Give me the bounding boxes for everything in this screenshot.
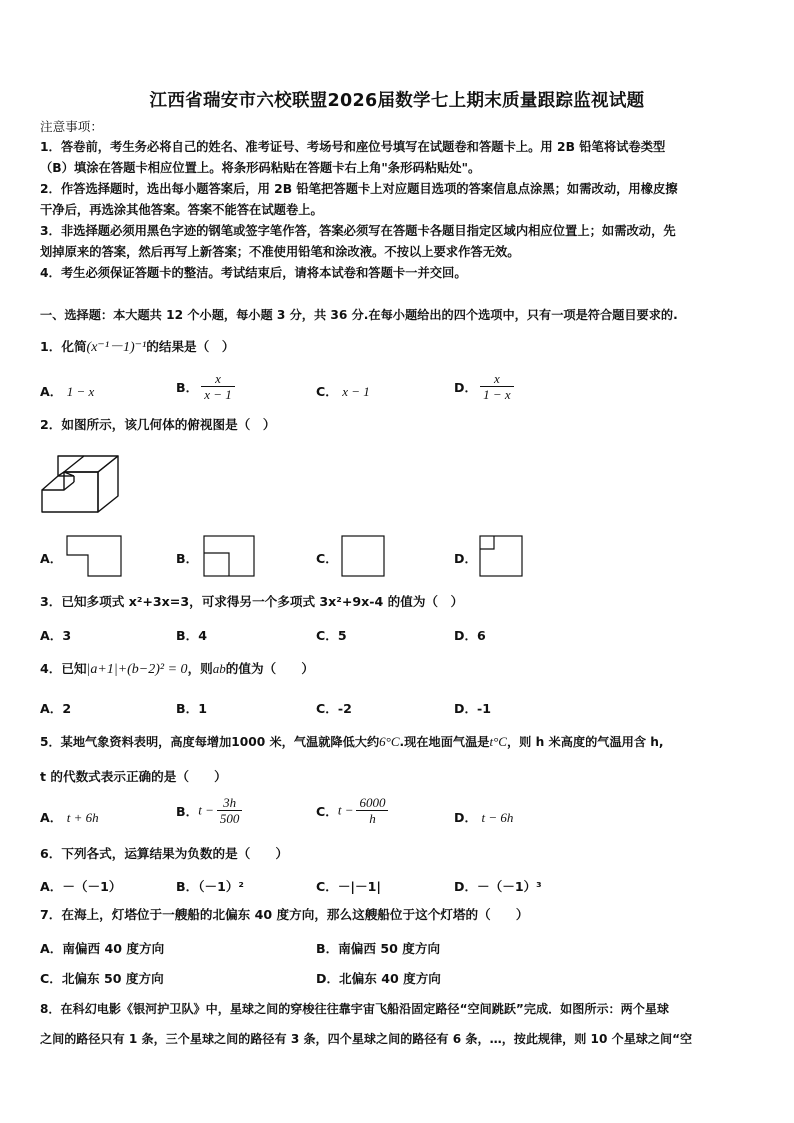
notice-line: 3．非选择题必须用黑色字迹的钢笔或签字笔作答，答案必须写在答题卡各题目指定区域内相应位置上；如需改动，先 — [40, 224, 676, 238]
q6-stem: 6．下列各式，运算结果为负数的是（ ） — [40, 846, 289, 861]
q1-b-numerator: x — [201, 371, 235, 387]
q5-option-c[interactable]: C．t − $\frac{6000}{h}$ — [316, 795, 391, 826]
q1-d-denominator: 1 − x — [483, 387, 511, 402]
q5-option-b[interactable]: B．t − $\frac{3h}{500}$ — [176, 795, 245, 826]
q5-c-numerator: 6000 — [356, 795, 388, 811]
q1-suffix: 的结果是（ ） — [146, 339, 235, 354]
q5-option-a[interactable]: A． t + 6h — [40, 810, 99, 825]
q4-option-c[interactable]: C．-2 — [316, 701, 352, 716]
q6-option-a[interactable]: A．－（－1） — [40, 879, 122, 894]
q8-stem-line1: 8．在科幻电影《银河护卫队》中，星球之间的穿梭往往靠宇宙飞船沿固定路径“空间跳跃”完成．如图所示：两个星球 — [40, 1002, 670, 1016]
notice-line: （B）填涂在答题卡相应位置上。将条形码粘贴在答题卡右上角"条形码粘贴处"。 — [40, 161, 481, 175]
q1-option-d[interactable]: D． $\frac{x}{1 - x}$ — [454, 371, 517, 402]
notice-line: 4．考生必须保证答题卡的整洁。考试结束后，请将本试卷和答题卡一并交回。 — [40, 266, 467, 280]
q2-stem: 2．如图所示，该几何体的俯视图是（ ） — [40, 417, 276, 432]
front-face — [42, 472, 98, 512]
q5-stem-line2: t 的代数式表示正确的是（ ） — [40, 769, 227, 784]
q4-mid: ，则 — [187, 661, 213, 676]
q4-suffix: 的值为（ ） — [225, 661, 314, 676]
q4-stem — [40, 660, 314, 679]
q7-option-c[interactable]: C．北偏东 50 度方向 — [40, 971, 164, 986]
q5-c-denominator: h — [369, 811, 376, 826]
q5-temp-drop: 6°C — [379, 734, 400, 749]
solid-figure-drawing — [40, 448, 122, 514]
q6-option-b[interactable]: B．（－1）² — [176, 879, 244, 894]
notice-line: 1．答卷前，考生务必将自己的姓名、准考证号、考场号和座位号填写在试题卷和答题卡上。用 2B 铅笔将试卷类型 — [40, 140, 666, 154]
q5-option-d[interactable]: D． t − 6h — [454, 810, 514, 825]
q3-option-c[interactable]: C．5 — [316, 628, 347, 643]
q2-option-a-shape[interactable] — [66, 535, 122, 577]
q6-option-d[interactable]: D．－（－1）³ — [454, 879, 542, 894]
q3-option-a[interactable]: A．3 — [40, 628, 72, 643]
q5-c-prefix: t − — [337, 802, 354, 818]
q2-option-a-label[interactable]: A． — [40, 551, 63, 566]
q1-b-denominator: x − 1 — [204, 387, 232, 402]
q7-stem: 7．在海上，灯塔位于一艘船的北偏东 40 度方向，那么这艘船位于这个灯塔的（ ） — [40, 907, 529, 922]
q6-option-c[interactable]: C．－|－1| — [316, 879, 381, 894]
notice-line: 干净后，再选涂其他答案。答案不能答在试题卷上。 — [40, 203, 323, 217]
notice-heading: 注意事项： — [40, 119, 103, 134]
q1-d-numerator: x — [480, 371, 514, 387]
q1-option-a[interactable]: A． 1 − x — [40, 384, 95, 399]
q5-option-d-value: t − 6h — [481, 810, 514, 825]
q4-option-d[interactable]: D．-1 — [454, 701, 492, 716]
notice-line: 2．作答选择题时，选出每小题答案后，用 2B 铅笔把答题卡上对应题目选项的答案信息点涂黑；如需改动，用橡皮擦 — [40, 182, 678, 196]
page-title: 江西省瑞安市六校联盟2026届数学七上期末质量跟踪监视试题 — [149, 91, 645, 111]
q5-b-denominator: 500 — [219, 811, 240, 826]
q4-option-b[interactable]: B．1 — [176, 701, 207, 716]
q5-b-numerator: 3h — [217, 795, 243, 811]
q5-option-a-value: t + 6h — [66, 810, 99, 825]
q2-option-d-label[interactable]: D． — [454, 551, 478, 566]
q7-option-a[interactable]: A．南偏西 40 度方向 — [40, 941, 165, 956]
notice-line: 划掉原来的答案，然后再写上新答案；不准使用铅笔和涂改液。不按以上要求作答无效。 — [40, 245, 520, 259]
q2-option-b-label[interactable]: B． — [176, 551, 199, 566]
q8-stem-line2: 之间的路径只有 1 条，三个星球之间的路径有 3 条，四个星球之间的路径有 6 条，…，按此规律，则 10 个星球之间“空 — [40, 1032, 693, 1046]
q7-option-d[interactable]: D．北偏东 40 度方向 — [316, 971, 441, 986]
q5-ground-temp: t°C — [489, 734, 507, 749]
q5-stem-line1: 5．某地气象资料表明，高度每增加1000 米，气温就降低大约6°C.现在地面气温是t°C，则 h 米高度的气温用含 h, — [40, 734, 664, 749]
q4-option-a[interactable]: A．2 — [40, 701, 72, 716]
q2-option-b-shape[interactable] — [203, 535, 255, 577]
q1-stem — [40, 338, 234, 357]
q2-option-c-shape[interactable] — [341, 535, 385, 577]
q1-expression: (x⁻¹－1)⁻¹ — [86, 340, 147, 355]
q2-option-c-label[interactable]: C． — [316, 551, 338, 566]
q4-ab: ab — [212, 661, 226, 676]
q3-stem: 3．已知多项式 x²+3x=3，可求得另一个多项式 3x²+9x-4 的值为（ ） — [40, 594, 464, 609]
q1-prefix: 1．化简 — [40, 339, 87, 354]
q1-option-b[interactable]: B． $\frac{x}{x - 1}$ — [176, 371, 238, 402]
q1-option-c[interactable]: C． x − 1 — [316, 384, 370, 399]
q4-expression: |a+1|+(b−2)² = 0 — [86, 662, 188, 677]
q1-option-c-value: x − 1 — [342, 384, 370, 399]
q3-option-d[interactable]: D．6 — [454, 628, 486, 643]
solid-figure — [40, 448, 122, 514]
q1-option-a-value: 1 − x — [66, 384, 95, 399]
q4-prefix: 4．已知 — [40, 661, 87, 676]
q5-b-prefix: t − — [198, 802, 214, 818]
section-heading: 一、选择题：本大题共 12 个小题，每小题 3 分，共 36 分.在每小题给出的四个选项中，只有一项是符合题目要求的. — [40, 308, 678, 322]
q7-option-b[interactable]: B．南偏西 50 度方向 — [316, 941, 441, 956]
q3-option-b[interactable]: B．4 — [176, 628, 207, 643]
q2-option-d-shape[interactable] — [479, 535, 523, 577]
